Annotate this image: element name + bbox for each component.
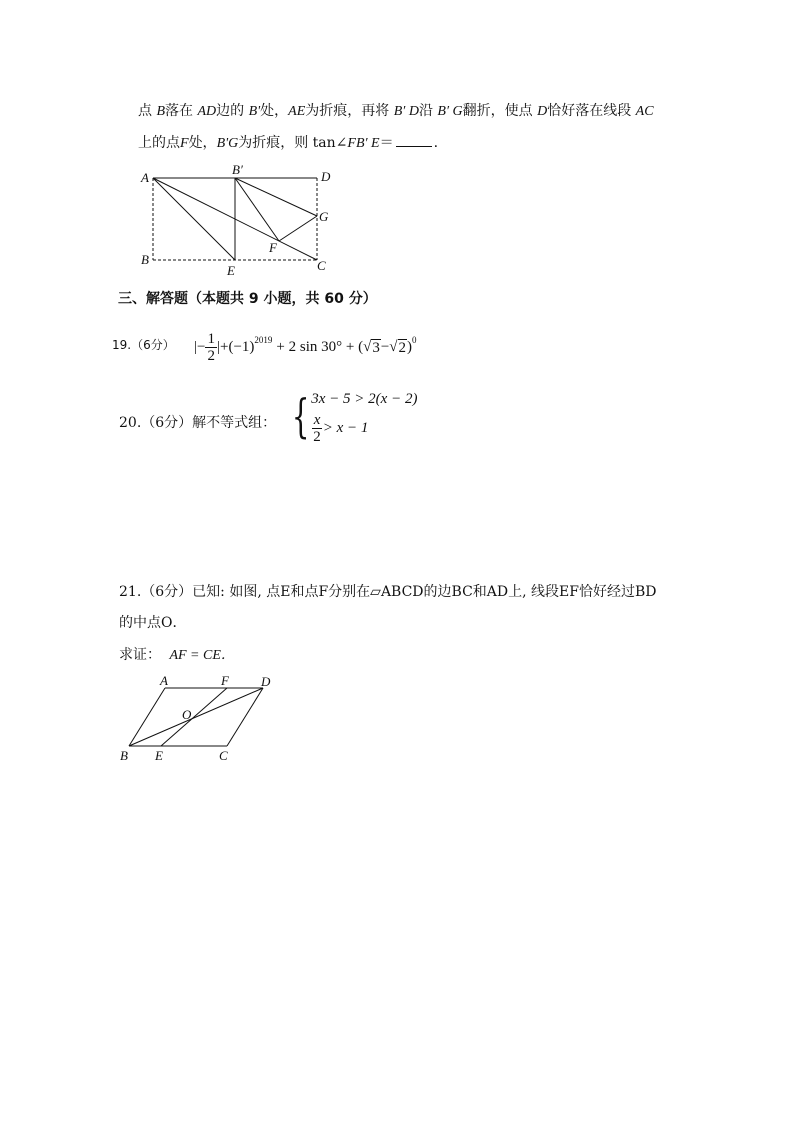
sqrt-symbol: √ bbox=[363, 339, 372, 355]
label-F: F bbox=[269, 240, 277, 255]
q18-line2 bbox=[138, 133, 438, 154]
q20-system bbox=[286, 386, 417, 445]
q18-text: 为折痕，再将 bbox=[305, 103, 390, 119]
q18-var: B′ D bbox=[393, 104, 419, 119]
q18-line1 bbox=[138, 101, 654, 122]
q20-label: 20.（6分）解不等式组： bbox=[119, 415, 277, 431]
label-E: E bbox=[227, 263, 235, 278]
q18-var: AC bbox=[635, 104, 654, 119]
section-title: 三、解答题（本题共 9 小题，共 60 分） bbox=[118, 291, 377, 307]
q21-prompt: 求证： bbox=[119, 647, 161, 663]
q21-line1: 21.（6分）已知: 如图, 点E和点F分别在▱ABCD的边BC和AD上, 线段EF恰好经过BD bbox=[119, 584, 657, 600]
q18-text: 处， bbox=[260, 103, 289, 119]
fraction-denominator: 2 bbox=[207, 348, 215, 364]
q19-part: | bbox=[216, 339, 220, 355]
q20-fraction bbox=[311, 412, 323, 445]
q21-line2: 的中点O． bbox=[119, 615, 187, 631]
line-ab bbox=[129, 688, 165, 746]
q19-part: |− bbox=[194, 339, 206, 355]
fraction-numerator: x bbox=[313, 412, 321, 428]
q18-var: B'G bbox=[216, 136, 239, 151]
q18-text: . bbox=[433, 135, 439, 151]
q19-exponent: 0 bbox=[412, 334, 417, 345]
q19-number: 19.（6分） bbox=[112, 338, 175, 352]
line-bpg bbox=[235, 178, 317, 216]
label-C: C bbox=[219, 748, 228, 763]
q18-text: 为折痕，则 tan∠ bbox=[238, 135, 348, 151]
label-E: E bbox=[155, 748, 163, 763]
q19-part: ) bbox=[407, 339, 413, 355]
q19-fraction bbox=[205, 331, 217, 364]
sqrt-symbol: √ bbox=[389, 339, 398, 355]
q21-figure bbox=[115, 670, 285, 770]
q18-var: AE bbox=[288, 104, 306, 119]
q19-part: +(−1) bbox=[219, 339, 255, 355]
line-ef bbox=[161, 688, 227, 746]
q18-figure bbox=[135, 160, 345, 280]
q18-text: 恰好落在线段 bbox=[547, 103, 632, 119]
q18-var: FB′ E bbox=[347, 136, 380, 151]
label-D: D bbox=[321, 169, 331, 184]
fraction-denominator: 2 bbox=[313, 429, 321, 445]
label-C: C bbox=[317, 258, 326, 273]
label-A: A bbox=[160, 673, 168, 688]
q18-var: F bbox=[180, 136, 189, 151]
label-A: A bbox=[141, 170, 149, 185]
label-Bprime: B′ bbox=[232, 162, 243, 177]
q20-inequality-2 bbox=[311, 412, 417, 445]
q20-inequalities bbox=[311, 386, 417, 445]
label-B: B bbox=[141, 252, 149, 267]
line-ae bbox=[153, 178, 235, 260]
q20-inequality-rest: > x − 1 bbox=[322, 420, 369, 436]
q18-text: 翻折，使点 bbox=[462, 103, 533, 119]
answer-blank[interactable] bbox=[396, 134, 432, 147]
line-bpf bbox=[235, 178, 279, 241]
q18-var: D bbox=[537, 104, 548, 119]
label-F: F bbox=[221, 673, 229, 688]
q19-part: + 2 sin 30° + ( bbox=[276, 339, 364, 355]
label-D: D bbox=[261, 674, 271, 689]
q20-inequality-1: 3x − 5 > 2(x − 2) bbox=[311, 391, 418, 407]
label-O: O bbox=[182, 707, 192, 722]
q18-text: 沿 bbox=[418, 103, 433, 119]
q18-text: 点 bbox=[138, 103, 152, 119]
q18-var: B bbox=[156, 104, 166, 119]
q18-var: AD bbox=[197, 104, 217, 119]
q19-part: − bbox=[380, 339, 390, 355]
q19-expression bbox=[194, 331, 417, 364]
fraction-numerator: 1 bbox=[207, 331, 215, 347]
label-B: B bbox=[120, 748, 128, 763]
q21-claim: AF = CE． bbox=[169, 648, 235, 663]
q19-exponent: 2019 bbox=[254, 334, 273, 345]
q18-text: 落在 bbox=[165, 103, 194, 119]
q19-radicand: 2 bbox=[398, 339, 407, 356]
q21-line3 bbox=[119, 645, 235, 666]
q18-var: B′ G bbox=[437, 104, 463, 119]
q18-text: 边的 bbox=[216, 103, 245, 119]
brace-icon: { bbox=[291, 388, 310, 443]
q18-text: 处， bbox=[188, 135, 217, 151]
q19-radicand: 3 bbox=[372, 339, 380, 356]
label-G: G bbox=[319, 209, 329, 224]
line-cd bbox=[227, 688, 263, 746]
q18-text: ＝ bbox=[379, 135, 394, 151]
line-fg bbox=[279, 216, 317, 241]
q18-text: 上的点 bbox=[138, 135, 180, 151]
q18-var: B' bbox=[248, 104, 261, 119]
line-bd bbox=[129, 688, 263, 746]
